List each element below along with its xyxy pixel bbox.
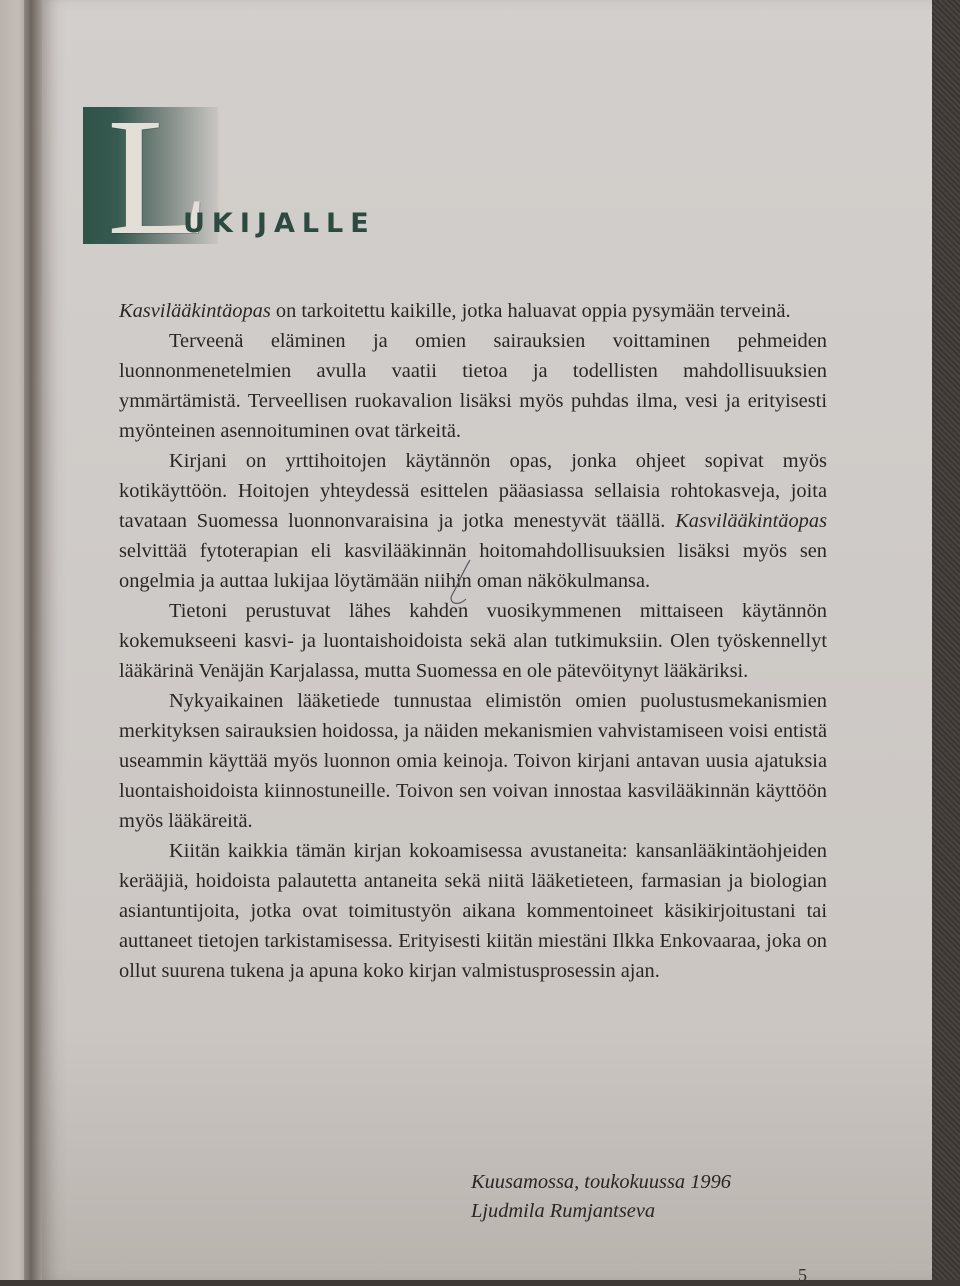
paragraph-4: Tietoni perustuvat lähes kahden vuosikymmenen mittaiseen käytännön kokemukseeni kasvi- ja luontaishoidoista sekä alan tutkimuksiin. Olen työskennellyt lääkärinä Venäjän Karjalassa, mutta Suomessa en ole pätevöitynyt lääkäriksi. <box>119 600 827 682</box>
body-text <box>119 296 827 986</box>
paragraph-2: Terveenä eläminen ja omien sairauksien voittaminen pehmeiden luonnonmenetelmien avulla vaatii tietoa ja todellisten mahdollisuuksien ymmärtämistä. Terveellisen ruokavalion lisäksi myös puhdas ilma, vesi ja erityisesti myönteinen asennoituminen ovat tärkeitä. <box>119 330 827 442</box>
page-number: 5 <box>798 1265 807 1285</box>
chapter-heading <box>83 84 413 270</box>
heading-text: UKIJALLE <box>183 208 376 239</box>
author-name: Ljudmila Rumjantseva <box>471 1200 656 1222</box>
paragraph-6: Kiitän kaikkia tämän kirjan kokoamisessa avustaneita: kansanlääkintäohjeiden kerääjiä, hoidoista palautetta antaneita sekä niitä lääketieteen, farmasian ja biologian asiantuntijoita, jotka ovat toimitustyön aikana kommentoineet käsikirjoitustani tai auttaneet tietojen tarkistamisessa. Erityisesti kiitän miestäni Ilkka Enkovaaraa, joka on ollut suurena tukena ja apuna koko kirjan valmistusprosessin ajan. <box>119 840 827 982</box>
book-gutter <box>24 0 44 1280</box>
paragraph-text: Kirjani on yrttihoitojen käytännön opas, jonka ohjeet sopivat myös kotikäyttöön. Hoitojen yhteydessä esittelen pääasiassa sellaisia rohtokasveja, joita tavataan Suomessa luonnonvaraisina ja jotka menestyvät täällä. <box>119 450 827 532</box>
paragraph-1 <box>119 296 827 326</box>
signature-block <box>471 1168 731 1226</box>
drop-cap-letter: L <box>107 84 210 270</box>
pen-mark-icon <box>440 555 480 610</box>
book-title-italic: Kasvilääkintäopas <box>119 300 271 322</box>
book-title-italic: Kasvilääkintäopas <box>675 510 827 532</box>
paragraph-5: Nykyaikainen lääketiede tunnustaa elimistön omien puolustusmekanismien merkityksen sairauksien hoidossa, ja näiden mekanismien vahvistamiseen voisi entistä useammin käyttää myös luonnon omia keinoja. Toivon kirjani antavan uusia ajatuksia luontaishoidoista kiinnostuneille. Toivon sen voivan innostaa kasvilääkinnän käyttöön myös lääkäreitä. <box>119 690 827 832</box>
place-date: Kuusamossa, toukokuussa 1996 <box>471 1171 731 1193</box>
paragraph-text: selvittää fytoterapian eli kasvilääkinnän hoitomahdollisuuksien lisäksi myös sen ongelmia ja auttaa lukijaa löytämään niihin oman näkökulmansa. <box>119 540 827 592</box>
paragraph-text: on tarkoitettu kaikille, jotka haluavat oppia pysymään terveinä. <box>270 300 791 322</box>
background-fabric <box>928 0 960 1280</box>
